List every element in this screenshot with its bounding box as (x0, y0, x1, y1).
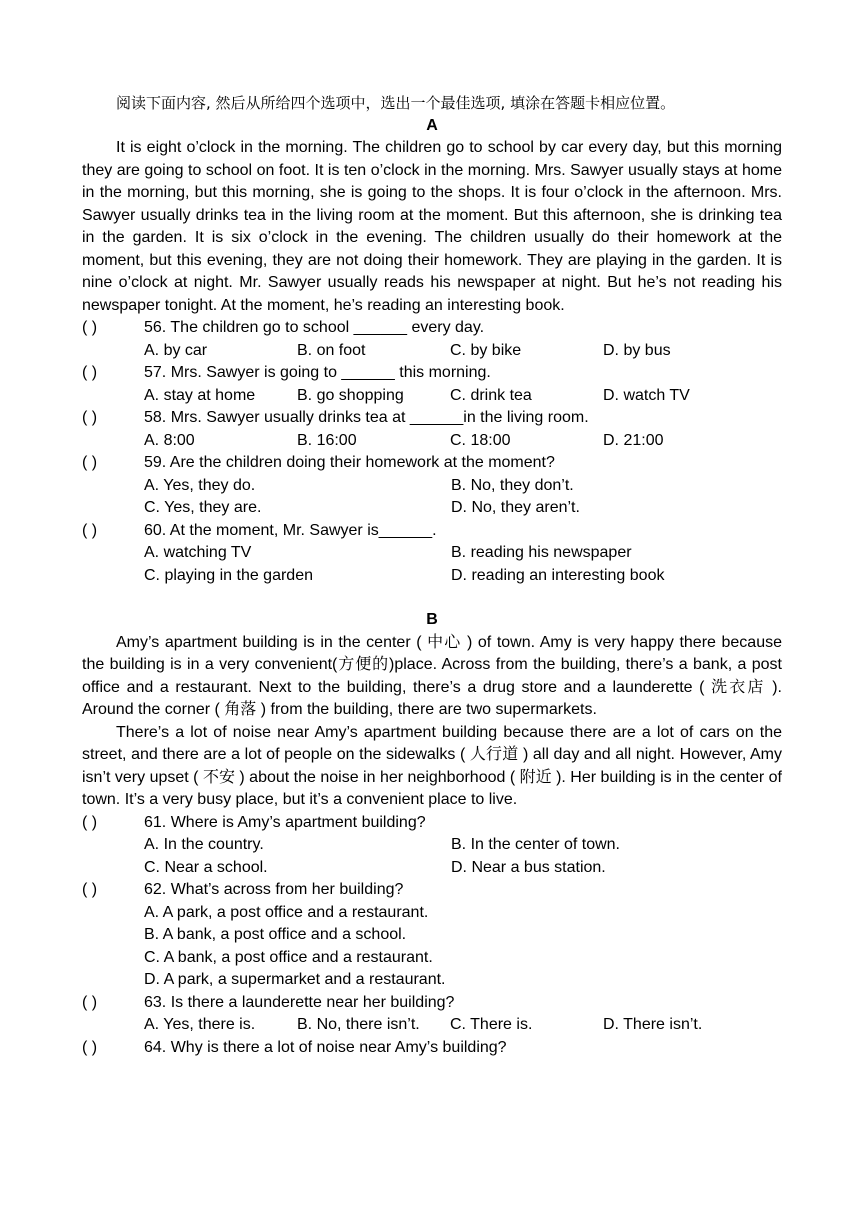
option-d: D. No, they aren’t. (451, 499, 580, 516)
option-c: C. There is. (450, 1016, 533, 1033)
option-b: B. No, they don’t. (451, 476, 574, 494)
question-stem: 64. Why is there a lot of noise near Amy’s building? (144, 1038, 507, 1056)
question-stem: 60. At the moment, Mr. Sawyer is______. (144, 521, 437, 539)
answer-blank[interactable]: ( ) (82, 521, 98, 539)
question-60 (82, 520, 782, 543)
option-b: B. 16:00 (297, 431, 357, 449)
answer-blank[interactable]: ( ) (82, 454, 98, 471)
option-d: D. 21:00 (603, 431, 664, 449)
question-59 (82, 452, 782, 475)
answer-blank[interactable]: ( ) (82, 319, 98, 336)
question-63 (82, 992, 782, 1015)
section-b-heading: B (426, 611, 438, 628)
question-stem: 58. Mrs. Sawyer usually drinks tea at ______in the living room. (144, 409, 589, 426)
option-c: C. A bank, a post office and a restaurant. (144, 948, 433, 966)
options-61-row1 (82, 834, 782, 857)
options-61-row2 (82, 857, 782, 880)
option-a: A. In the country. (144, 836, 264, 853)
question-stem: 56. The children go to school ______ every day. (144, 319, 485, 336)
option-b: B. go shopping (297, 386, 404, 404)
answer-blank[interactable]: ( ) (82, 364, 98, 381)
question-64 (82, 1037, 782, 1060)
instructions: 阅读下面内容, 然后从所给四个选项中，选出一个最佳选项, 填涂在答题卡相应位置。 (116, 94, 676, 112)
option-b: B. In the center of town. (451, 836, 620, 853)
option-d: D. by bus (603, 341, 671, 359)
question-57 (82, 362, 782, 385)
options-60-row2 (82, 565, 782, 588)
question-stem: 61. Where is Amy’s apartment building? (144, 813, 426, 831)
options-59-row1 (82, 475, 782, 498)
question-58 (82, 407, 782, 430)
option-d: D. reading an interesting book (451, 566, 665, 584)
section-a-passage: It is eight o’clock in the morning. The children go to school by car every day, but this morning they are going to school on foot. It is ten o’clock in the morning. Mrs. Sawyer usually stays at home in the morning, but this morning, she is going to the shops. It is four o’clock in the afternoon. Mrs. Sawyer usually drinks tea in the living room at the moment. But this afternoon, she is drinking tea in the garden. It is six o’clock in the evening. The children usually do their homework at the moment, but this evening, they are not doing their homework. They are playing in the garden. It is nine o’clock at night. Mr. Sawyer usually reads his newspaper at night. But he’s not reading his newspaper tonight. At the moment, he’s reading an interesting book. (82, 139, 782, 314)
answer-blank[interactable]: ( ) (82, 881, 98, 898)
option-a: A. 8:00 (144, 431, 195, 449)
section-b-passage-2: There’s a lot of noise near Amy’s apartment building because there are a lot of cars on the street, and there are a lot of people on the sidewalks ( 人行道 ) all day and all night. However, Amy isn’t very upset ( 不安 ) about the noise in her neighborhood ( 附近 ). Her building is in the center of town. It’s a very busy place, but it’s a convenient place to live. (82, 723, 782, 808)
option-b: B. reading his newspaper (451, 544, 632, 561)
option-c: C. Yes, they are. (144, 499, 262, 516)
question-stem: 57. Mrs. Sawyer is going to ______ this morning. (144, 364, 491, 381)
answer-blank[interactable]: ( ) (82, 993, 98, 1011)
answer-blank[interactable]: ( ) (82, 1038, 98, 1056)
section-a-heading: A (426, 116, 438, 134)
question-stem: 63. Is there a launderette near her building? (144, 993, 455, 1011)
option-b: B. No, there isn’t. (297, 1016, 420, 1033)
option-d: D. There isn’t. (603, 1016, 703, 1033)
option-c: C. playing in the garden (144, 566, 313, 584)
options-59-row2 (82, 497, 782, 520)
option-a: A. Yes, they do. (144, 476, 256, 494)
options-57 (82, 385, 782, 408)
question-56 (82, 317, 782, 340)
option-c: C. drink tea (450, 386, 532, 404)
question-62 (82, 879, 782, 902)
option-c: C. by bike (450, 341, 522, 359)
option-d: D. Near a bus station. (451, 858, 606, 876)
answer-blank[interactable]: ( ) (82, 813, 98, 831)
answer-blank[interactable]: ( ) (82, 409, 98, 426)
section-gap (82, 587, 782, 609)
option-a: A. Yes, there is. (144, 1016, 256, 1033)
question-61 (82, 812, 782, 835)
options-63 (82, 1014, 782, 1037)
option-d: D. A park, a supermarket and a restaurant. (144, 971, 446, 988)
option-a: A. watching TV (144, 544, 252, 561)
options-58 (82, 430, 782, 453)
option-c: C. 18:00 (450, 431, 511, 449)
option-c: C. Near a school. (144, 858, 268, 876)
option-b: B. A bank, a post office and a school. (144, 926, 407, 943)
question-stem: 59. Are the children doing their homework at the moment? (144, 454, 555, 471)
option-a: A. by car (144, 341, 208, 359)
option-a: A. stay at home (144, 386, 256, 404)
worksheet (82, 92, 782, 1059)
section-b-passage-1: Amy’s apartment building is in the center ( 中心 ) of town. Amy is very happy there because the building is in a very convenient(方便的)place. Across from the building, there’s a bank, a post office and a restaurant. Next to the building, there’s a drug store and a launderette ( 洗衣店 ). Around the corner ( 角落 ) from the building, there are two supermarkets. (82, 633, 782, 718)
options-56 (82, 340, 782, 363)
question-stem: 62. What’s across from her building? (144, 881, 404, 898)
option-d: D. watch TV (603, 386, 690, 404)
option-a: A. A park, a post office and a restaurant. (144, 903, 429, 921)
options-60-row1 (82, 542, 782, 565)
option-b: B. on foot (297, 341, 366, 359)
